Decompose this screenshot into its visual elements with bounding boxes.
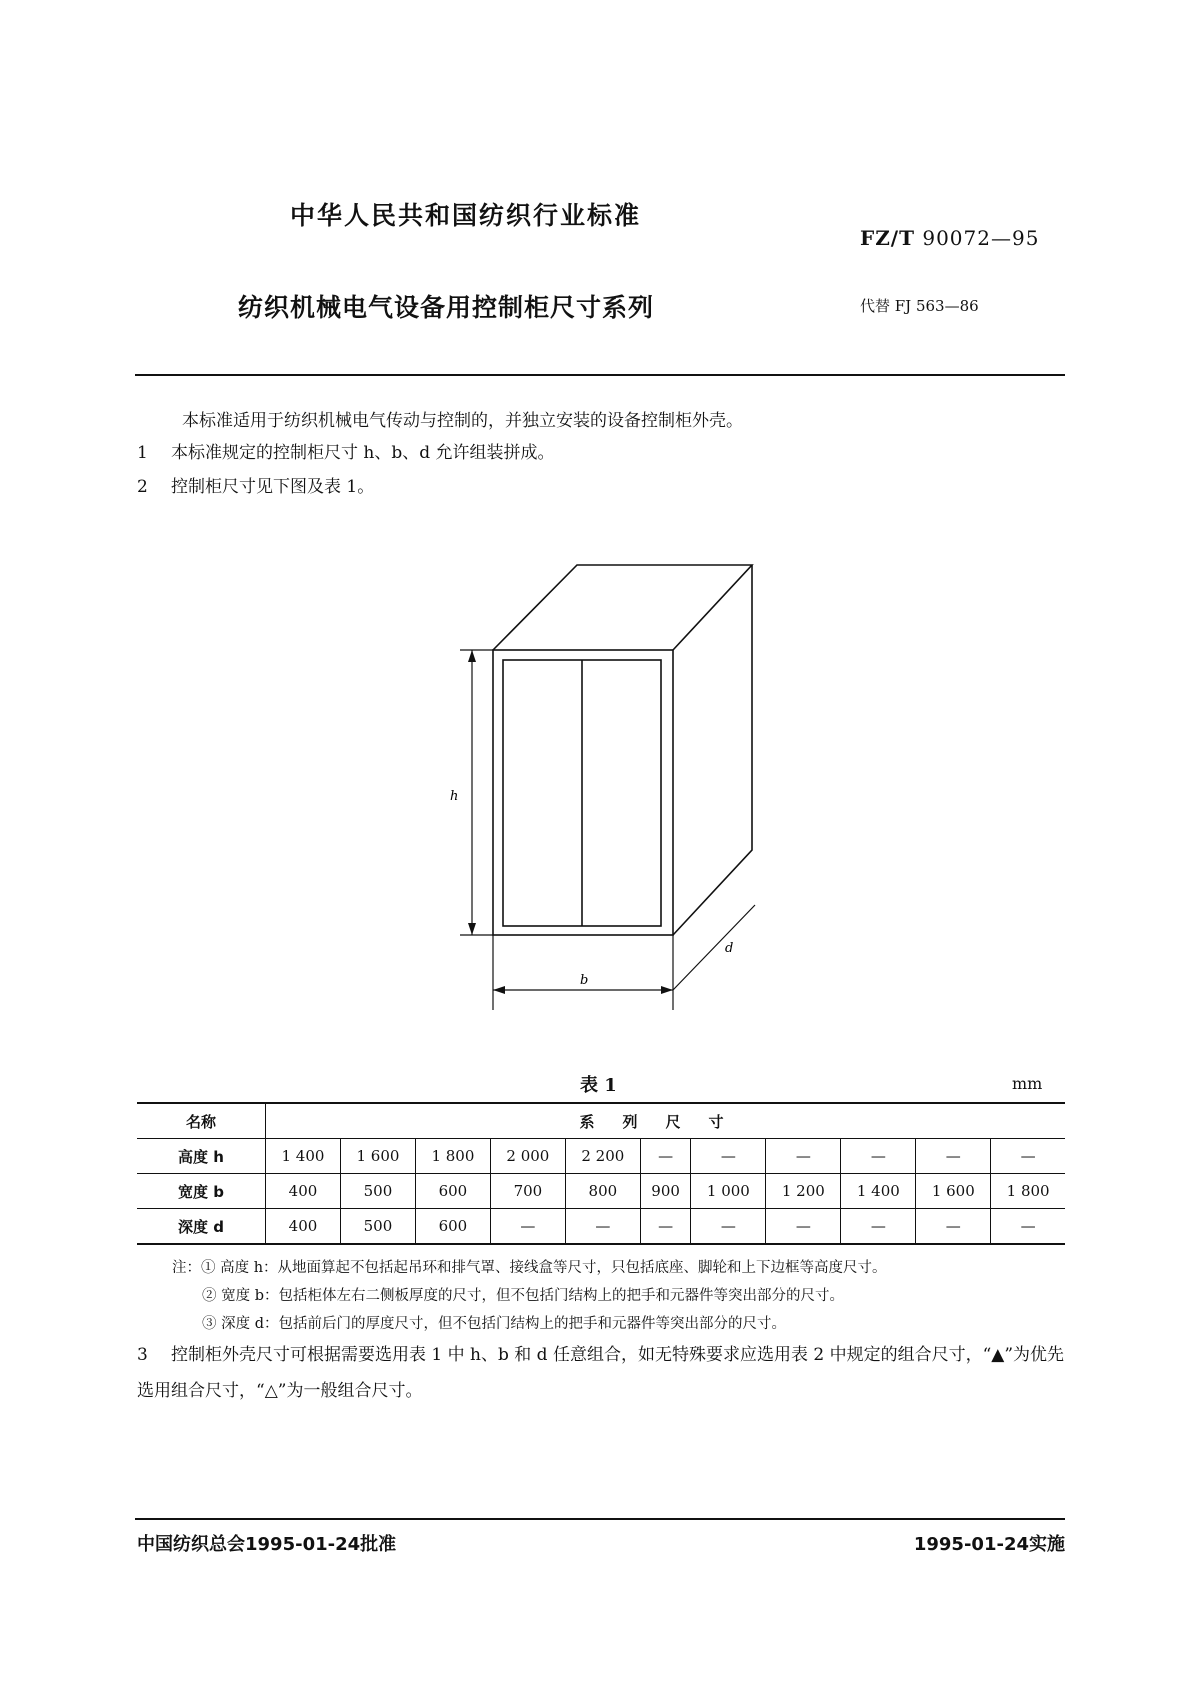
cabinet-top	[493, 565, 752, 650]
table-cell: —	[766, 1139, 841, 1174]
table-cell: 1 600	[340, 1139, 415, 1174]
table-cell: 1 600	[916, 1174, 991, 1209]
implementation-line: 1995-01-24实施	[913, 1534, 1065, 1555]
table-cell: 1 800	[991, 1174, 1065, 1209]
table-cell: —	[490, 1209, 565, 1245]
table-cell: —	[841, 1209, 916, 1245]
table-cell: 1 800	[415, 1139, 490, 1174]
clause-2-number: 2	[137, 477, 148, 497]
clause-1	[137, 440, 555, 466]
standard-number: 90072—95	[922, 226, 1040, 250]
table-cell: 2 200	[565, 1139, 640, 1174]
clause-3-number: 3	[137, 1345, 148, 1365]
document-title: 纺织机械电气设备用控制柜尺寸系列	[238, 293, 655, 322]
header-rule	[135, 374, 1065, 376]
cabinet-side	[673, 565, 752, 935]
table-unit: mm	[1012, 1074, 1043, 1093]
approval-line: 中国纺织总会1995-01-24批准	[137, 1534, 397, 1555]
table-cell: 400	[266, 1209, 341, 1245]
table-cell: 500	[340, 1174, 415, 1209]
label-h: h	[450, 789, 459, 804]
table-cell: 2 000	[490, 1139, 565, 1174]
note-1-text: ① 高度 h：从地面算起不包括起吊环和排气罩、接线盒等尺寸，只包括底座、脚轮和上下边框等高度尺寸。	[201, 1260, 887, 1276]
clause-2-text: 控制柜尺寸见下图及表 1。	[171, 477, 375, 497]
cabinet-figure	[420, 560, 800, 1030]
table-cell: —	[841, 1139, 916, 1174]
note-3: ③ 深度 d：包括前后门的厚度尺寸，但不包括门结构上的把手和元器件等突出部分的尺寸。	[202, 1316, 786, 1332]
label-d: d	[725, 941, 734, 956]
table-cell: 1 200	[766, 1174, 841, 1209]
table-cell: —	[916, 1139, 991, 1174]
label-b: b	[580, 973, 589, 988]
table-cell: —	[565, 1209, 640, 1245]
header-series: 系列尺寸	[266, 1103, 1066, 1139]
standard-code	[860, 226, 1039, 250]
table-cell: 900	[640, 1174, 691, 1209]
table-cell: 600	[415, 1174, 490, 1209]
note-prefix: 注：	[172, 1260, 201, 1276]
replaces-note: 代替 FJ 563—86	[860, 297, 979, 315]
row-label: 深度 d	[137, 1209, 266, 1245]
table-cell: 600	[415, 1209, 490, 1245]
cabinet-front	[493, 650, 673, 935]
note-2: ② 宽度 b：包括柜体左右二侧板厚度的尺寸，但不包括门结构上的把手和元器件等突出部分的尺寸。	[202, 1288, 844, 1304]
table-caption: 表 1	[580, 1075, 617, 1096]
table-cell: 500	[340, 1209, 415, 1245]
table-cell: 1 400	[266, 1139, 341, 1174]
table-cell: —	[640, 1209, 691, 1245]
table-row	[137, 1209, 1065, 1245]
d-dimension-line	[673, 905, 755, 990]
table-cell: 1 400	[841, 1174, 916, 1209]
table-cell: —	[640, 1139, 691, 1174]
header-name: 名称	[137, 1103, 266, 1139]
table-row	[137, 1174, 1065, 1209]
table-cell: —	[691, 1209, 766, 1245]
note-1	[172, 1254, 887, 1282]
row-label: 宽度 b	[137, 1174, 266, 1209]
table-cell: —	[991, 1209, 1065, 1245]
org-title: 中华人民共和国纺织行业标准	[290, 201, 642, 230]
table-notes	[172, 1254, 887, 1338]
table-cell: —	[916, 1209, 991, 1245]
clause-2	[137, 474, 374, 500]
clause-3-text: 控制柜外壳尺寸可根据需要选用表 1 中 h、b 和 d 任意组合，如无特殊要求应选用表 2 中规定的组合尺寸，“▲”为优先选用组合尺寸，“△”为一般组合尺寸。	[137, 1345, 1065, 1401]
clause-1-number: 1	[137, 443, 148, 463]
standard-prefix: FZ/T	[860, 226, 915, 250]
footer-rule	[135, 1518, 1065, 1520]
table-row	[137, 1139, 1065, 1174]
table-header-row	[137, 1103, 1065, 1139]
table-cell: 1 000	[691, 1174, 766, 1209]
clause-3	[137, 1337, 1067, 1409]
table-cell: 700	[490, 1174, 565, 1209]
row-label: 高度 h	[137, 1139, 266, 1174]
table-cell: —	[691, 1139, 766, 1174]
table-cell: —	[991, 1139, 1065, 1174]
table-cell: —	[766, 1209, 841, 1245]
dimension-table	[137, 1102, 1065, 1245]
clause-1-text: 本标准规定的控制柜尺寸 h、b、d 允许组装拼成。	[171, 443, 555, 463]
intro-paragraph: 本标准适用于纺织机械电气传动与控制的，并独立安装的设备控制柜外壳。	[182, 411, 743, 431]
table-cell: 400	[266, 1174, 341, 1209]
table-cell: 800	[565, 1174, 640, 1209]
